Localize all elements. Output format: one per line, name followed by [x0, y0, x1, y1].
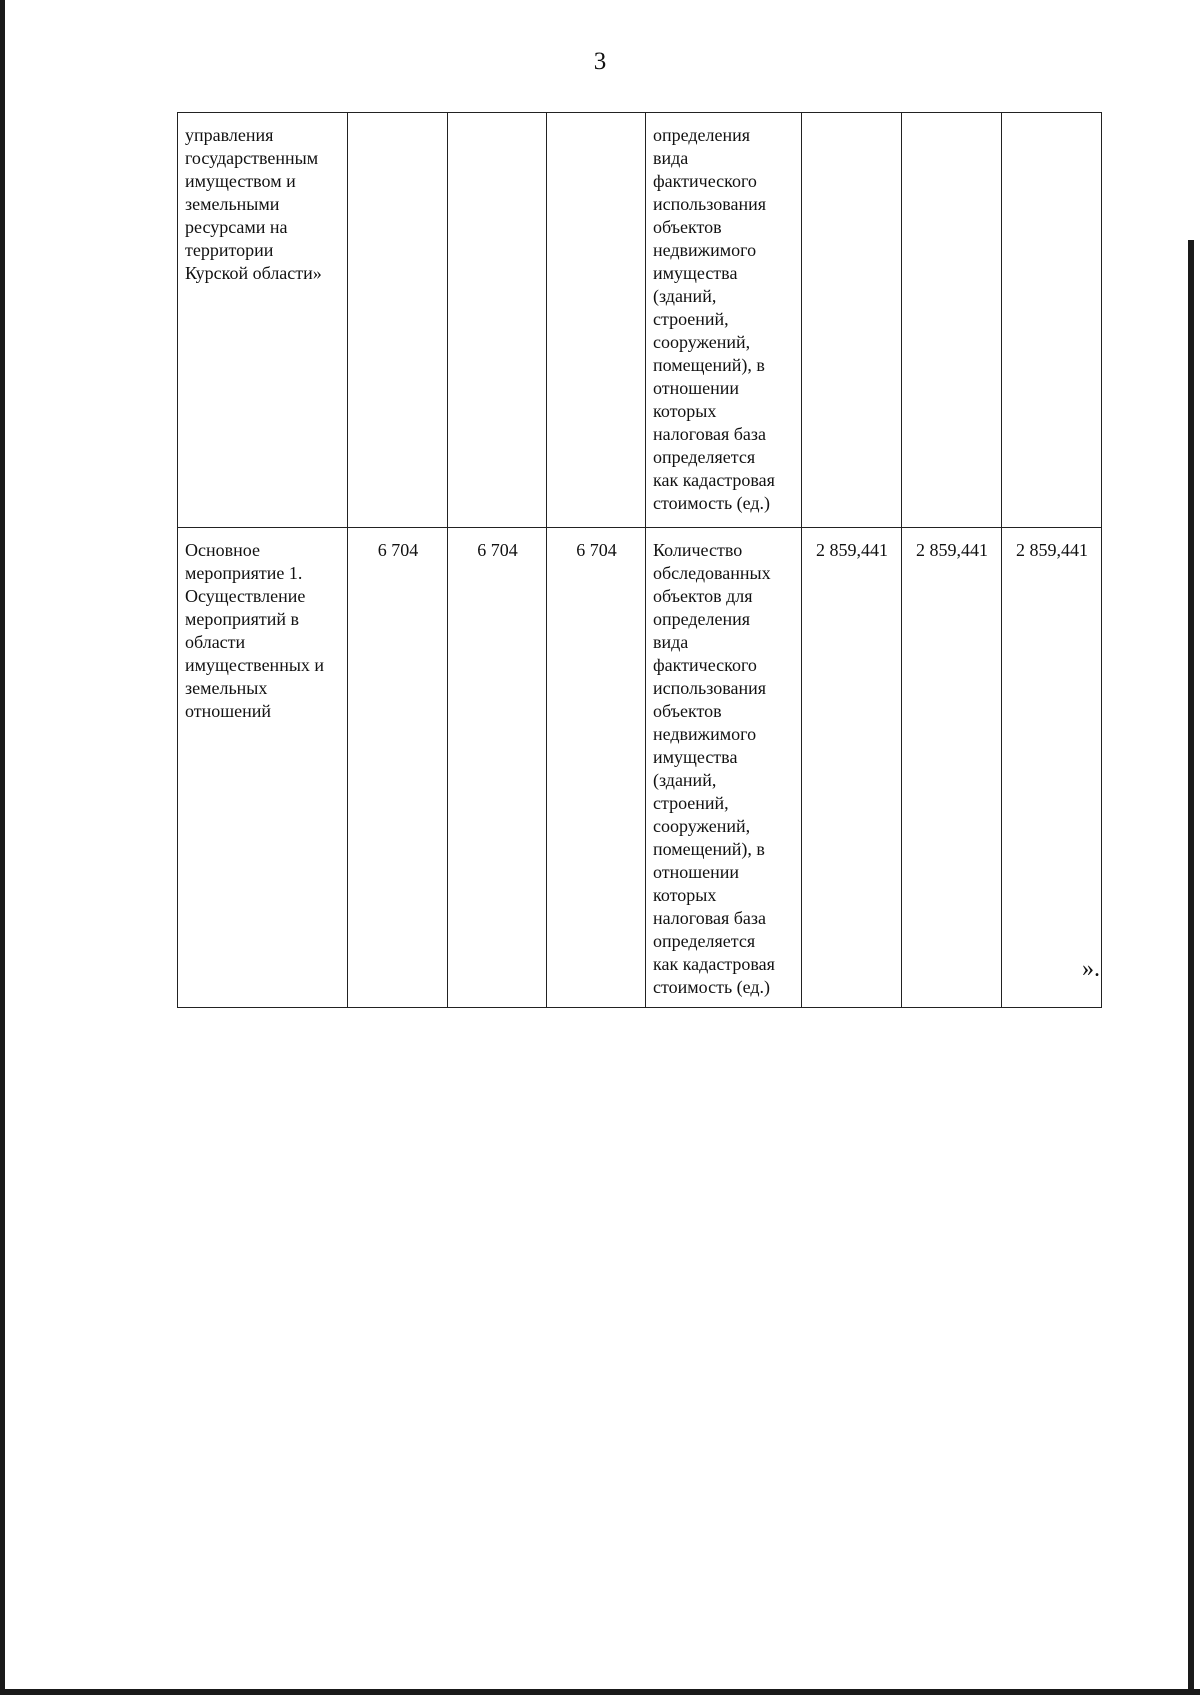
value-cell	[547, 113, 646, 528]
value-cell	[348, 113, 448, 528]
value-cell: 6 704	[348, 528, 448, 1008]
indicator-cell: определения вида фактического использования объектов недвижимого имущества (зданий, строений, сооружений, помещений), в отношении которых налоговая база определяется как кадастровая стоимость (ед.)	[646, 113, 802, 528]
value-cell: 2 859,441	[902, 528, 1002, 1008]
indicator-cell: Количество обследованных объектов для определения вида фактического использования объектов недвижимого имущества (зданий, строений, сооружений, помещений), в отношении которых налоговая база определяется как кадастровая стоимость (ед.)	[646, 528, 802, 1008]
value-cell	[902, 113, 1002, 528]
value-cell: 2 859,441	[802, 528, 902, 1008]
closing-mark: ».	[1082, 956, 1100, 982]
row-name-cell: Основное мероприятие 1. Осуществление мероприятий в области имущественных и земельных отношений	[178, 528, 348, 1008]
scan-edge-bottom	[0, 1689, 1200, 1695]
row-name-cell: управления государственным имуществом и земельными ресурсами на территории Курской области»	[178, 113, 348, 528]
table-row	[178, 113, 1102, 528]
page-number: 3	[593, 48, 607, 75]
value-cell	[448, 113, 547, 528]
value-cell	[802, 113, 902, 528]
value-cell: 2 859,441	[1002, 528, 1102, 1008]
value-cell	[1002, 113, 1102, 528]
document-table	[177, 112, 1102, 1008]
scan-edge-left	[0, 0, 5, 1695]
value-cell: 6 704	[547, 528, 646, 1008]
value-cell: 6 704	[448, 528, 547, 1008]
scan-edge-right	[1188, 240, 1194, 1695]
table-row	[178, 528, 1102, 1008]
